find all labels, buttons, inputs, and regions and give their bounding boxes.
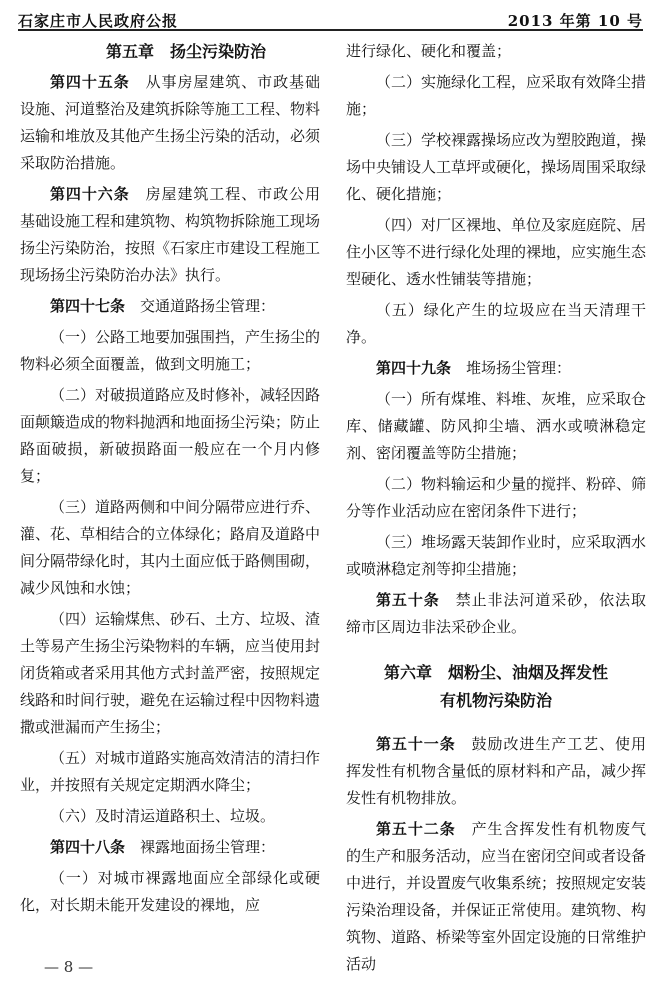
article-47-item-2: （二）对破损道路应及时修补，减轻因路面颠簸造成的物料抛洒和地面扬尘污染；防止路面破损，新破损路面一般应在一个月内修复； xyxy=(20,386,321,485)
article-49 xyxy=(346,355,646,382)
article-52 xyxy=(346,816,646,978)
article-50 xyxy=(346,587,646,641)
article-text: 交通道路扬尘管理： xyxy=(140,297,276,315)
article-label: 第四十九条 xyxy=(376,359,452,377)
article-label: 第四十五条 xyxy=(50,73,130,91)
article-48-item-5: （五）绿化产生的垃圾应在当天清理干净。 xyxy=(346,301,646,346)
article-label: 第五十二条 xyxy=(376,820,456,838)
page-header xyxy=(18,5,643,31)
article-48-item-2: （二）实施绿化工程，应采取有效降尘措施； xyxy=(346,73,647,118)
chapter-6-title-line-2: 有机物污染防治 xyxy=(439,691,552,710)
article-label: 第四十六条 xyxy=(50,185,130,203)
right-column xyxy=(346,38,646,982)
article-47-item-4: （四）运输煤焦、砂石、土方、垃圾、渣土等易产生扬尘污染物料的车辆，应当使用封闭货箱或者采用其他方式封盖严密，按照规定线路和时间行驶，避免在运输过程中因物料遗撒或泄漏而产生扬尘； xyxy=(20,610,321,736)
article-46 xyxy=(20,181,320,289)
header-rule xyxy=(18,29,643,31)
article-text: 堆场扬尘管理： xyxy=(466,359,572,377)
article-48-item-1-continued: 进行绿化、硬化和覆盖； xyxy=(346,42,512,60)
article-51 xyxy=(346,731,646,812)
article-label: 第四十七条 xyxy=(50,297,126,315)
article-label: 第五十条 xyxy=(376,591,440,609)
chapter-6-title-line-1: 第六章 烟粉尘、油烟及挥发性 xyxy=(383,663,608,682)
article-47-item-6: （六）及时清运道路积土、垃圾。 xyxy=(50,807,276,825)
article-47-item-1: （一）公路工地要加强围挡，产生扬尘的物料必须全面覆盖，做到文明施工； xyxy=(20,328,321,373)
issue-number: 2013 年第 10 号 xyxy=(507,12,643,30)
article-text: 鼓励改进生产工艺、使用挥发性有机物含量低的原材料和产品，减少挥发性有机物排放。 xyxy=(346,735,647,807)
article-text: 房屋建筑工程、市政公用基础设施工程和建筑物、构筑物拆除施工现场扬尘污染防治，按照《石家庄市建设工程施工现场扬尘污染防治办法》执行。 xyxy=(20,185,321,284)
article-48 xyxy=(20,834,320,861)
article-49-item-3: （三）堆场露天装卸作业时，应采取洒水或喷淋稳定剂等抑尘措施； xyxy=(346,533,647,578)
article-47-item-3: （三）道路两侧和中间分隔带应进行乔、灌、花、草相结合的立体绿化；路肩及道路中间分隔带绿化时，其内土面应低于路侧围砌，减少风蚀和水蚀； xyxy=(20,498,321,597)
article-text: 从事房屋建筑、市政基础设施、河道整治及建筑拆除等施工工程、物料运输和堆放及其他产生扬尘污染的活动，必须采取防治措施。 xyxy=(20,73,321,172)
article-text: 裸露地面扬尘管理： xyxy=(140,838,276,856)
chapter-5-title: 第五章 扬尘污染防治 xyxy=(105,42,266,61)
journal-title: 石家庄市人民政府公报 xyxy=(18,12,179,30)
article-48-item-1: （一）对城市裸露地面应全部绿化或硬化，对长期未能开发建设的裸地，应 xyxy=(20,869,320,914)
article-text: 产生含挥发性有机物废气的生产和服务活动，应当在密闭空间或者设备中进行，并设置废气收集系统；按照规定安装污染治理设备，并保证正常使用。建筑物、构筑物、道路、桥梁等室外固定设施的日常维护活动 xyxy=(346,820,647,973)
article-label: 第四十八条 xyxy=(50,838,126,856)
page-number: — 8 — xyxy=(44,958,94,976)
article-48-item-3: （三）学校裸露操场应改为塑胶跑道，操场中央铺设人工草坪或硬化，操场周围采取绿化、硬化措施； xyxy=(346,131,647,203)
left-column xyxy=(20,38,320,923)
article-text: 禁止非法河道采砂，依法取缔市区周边非法采砂企业。 xyxy=(346,591,646,636)
article-48-item-4: （四）对厂区裸地、单位及家庭庭院、居住小区等不进行绿化处理的裸地，应实施生态型硬化、透水性铺装等措施； xyxy=(346,216,647,288)
article-label: 第五十一条 xyxy=(376,735,456,753)
article-47 xyxy=(20,293,320,320)
chapter-6-title xyxy=(346,659,646,715)
article-49-item-2: （二）物料输运和少量的搅拌、粉碎、筛分等作业活动应在密闭条件下进行； xyxy=(346,475,647,520)
article-49-item-1: （一）所有煤堆、料堆、灰堆，应采取仓库、储藏罐、防风抑尘墙、洒水或喷淋稳定剂、密闭覆盖等防尘措施； xyxy=(346,390,647,462)
article-45 xyxy=(20,69,320,177)
article-47-item-5: （五）对城市道路实施高效清洁的清扫作业，并按照有关规定定期洒水降尘； xyxy=(20,749,321,794)
